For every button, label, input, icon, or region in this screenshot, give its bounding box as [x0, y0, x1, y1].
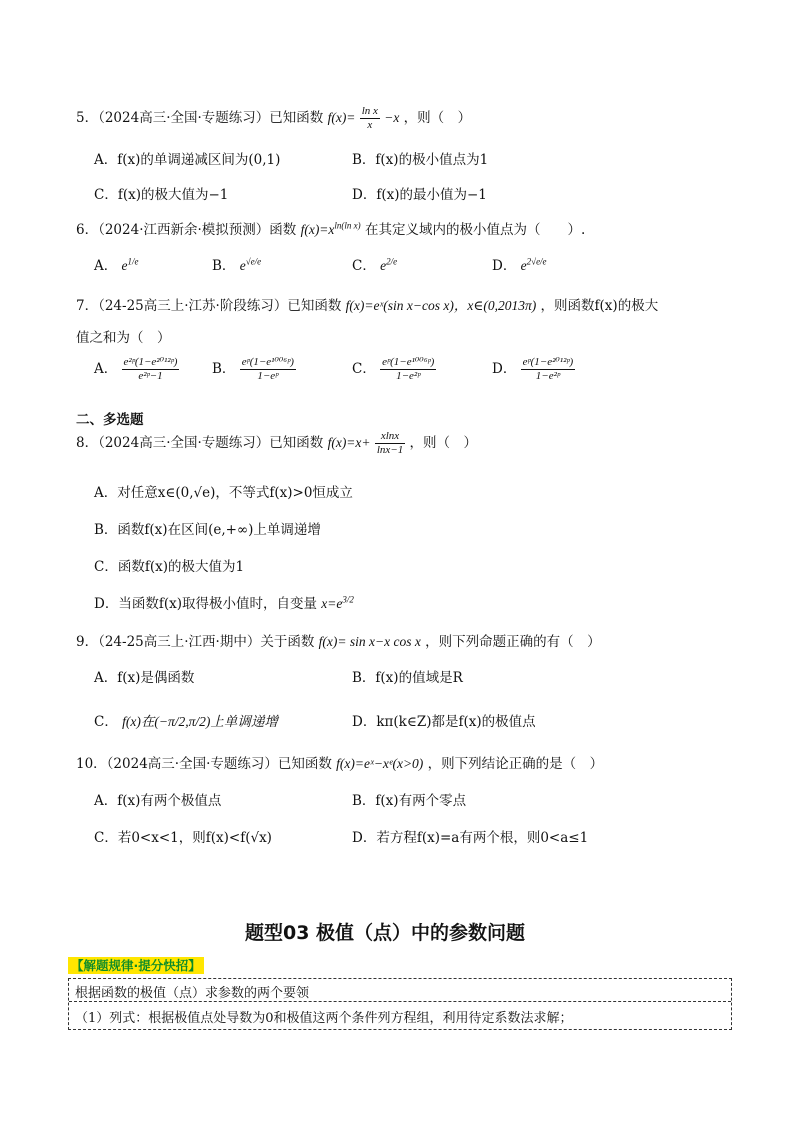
q6-d-exponent: 2√e/e: [526, 256, 547, 267]
tip-tag: 【解题规律·提分快招】: [68, 957, 204, 974]
q9-stem: [76, 630, 601, 650]
q9-option-d[interactable]: D．kπ(k∈Z)都是f(x)的极值点: [352, 714, 536, 730]
q6-b-base: e: [239, 258, 246, 273]
q9-stem-post: ，则下列命题正确的有（ ）: [425, 634, 601, 650]
q8-frac-den: lnx−1: [376, 444, 404, 456]
q7-b-num: eᵖ(1−e¹⁰⁰⁶ᵖ): [241, 356, 294, 368]
q8-stem-post: ，则（ ）: [409, 435, 477, 451]
q5-option-d[interactable]: D．f(x)的最小值为−1: [352, 187, 487, 203]
q7-stem-post: ，则函数f(x)的极大: [540, 298, 659, 314]
q7-b-den: 1−eᵖ: [257, 370, 279, 382]
q6-c-base: e: [380, 258, 387, 273]
q6-a-base: e: [121, 258, 128, 273]
q10-option-d[interactable]: D．若方程f(x)=a有两个根，则0<a≤1: [352, 830, 589, 846]
q10-option-a[interactable]: A．f(x)有两个极值点: [94, 793, 222, 809]
q8-stem-text: 8．（2024高三·全国·专题练习）已知函数: [76, 435, 324, 451]
q7-option-d[interactable]: [492, 356, 575, 383]
q8-stem: [76, 430, 477, 457]
topic-title: 题型03 极值（点）中的参数问题: [245, 922, 526, 944]
q10-option-c[interactable]: C．若0<x<1，则f(x)<f(√x): [94, 830, 272, 846]
tip-divider: [69, 1001, 731, 1002]
q6-option-c[interactable]: [352, 254, 397, 274]
tip-line-2: （1）列式：根据极值点处导数为0和极值这两个条件列方程组，利用待定系数法求解；: [75, 1011, 573, 1026]
q9-c-math: f(x)在(−π/2,π/2)上单调递增: [122, 714, 278, 729]
q6-b-exponent: √e/e: [245, 256, 262, 267]
q6-d-label: D．: [492, 258, 517, 274]
q5-option-b[interactable]: B．f(x)的极小值点为1: [352, 152, 489, 168]
tip-line-1: 根据函数的极值（点）求参数的两个要领: [75, 986, 310, 1001]
q7-stem: [76, 294, 658, 314]
q9-option-a[interactable]: A．f(x)是偶函数: [94, 670, 195, 686]
q5-function-tail: −x: [384, 110, 400, 125]
q6-option-d[interactable]: [492, 254, 547, 274]
q7-a-num: e²ᵖ(1−e²⁰¹²ᵖ): [123, 356, 178, 368]
q6-stem-post: 在其定义域内的极小值点为（ ）.: [364, 222, 586, 238]
q5-function: f(x)=: [327, 110, 356, 125]
q5-stem-post: ，则（ ）: [403, 110, 472, 126]
q8-option-d[interactable]: [94, 592, 354, 612]
q7-a-den: e²ᵖ−1: [138, 370, 163, 382]
q8-option-a[interactable]: A．对任意x∈(0,√e)，不等式f(x)>0恒成立: [94, 485, 353, 501]
q10-stem-text: 10．（2024高三·全国·专题练习）已知函数: [76, 756, 332, 772]
q5-stem: [76, 105, 471, 132]
q6-function-exponent: ln(ln x): [334, 220, 361, 231]
q8-d-text: D．当函数f(x)取得极小值时，自变量: [94, 596, 317, 612]
q5-frac-num: ln x: [361, 105, 378, 117]
q7-d-label: D．: [492, 361, 517, 377]
q7-c-label: C．: [352, 361, 376, 377]
q8-d-math: x=e: [321, 596, 343, 611]
q9-function: f(x)= sin x−x cos x: [318, 634, 421, 649]
q9-option-c[interactable]: [94, 710, 278, 730]
q7-c-num: eᵖ(1−e¹⁰⁰⁶ᵖ): [382, 356, 435, 368]
q6-stem-text: 6．（2024·江西新余·模拟预测）函数: [76, 222, 297, 238]
q5-stem-text: 5．（2024高三·全国·专题练习）已知函数: [76, 110, 324, 126]
q6-option-b[interactable]: [212, 254, 261, 274]
q6-d-base: e: [520, 258, 527, 273]
q8-frac-num: xlnx: [375, 430, 405, 444]
q5-fraction: [360, 105, 380, 132]
q7-option-b[interactable]: [212, 356, 296, 383]
q7-b-label: B．: [212, 361, 236, 377]
q6-option-a[interactable]: [94, 254, 139, 274]
q9-stem-text: 9．（24-25高三上·江西·期中）关于函数: [76, 634, 315, 650]
q6-b-label: B．: [212, 258, 236, 274]
q7-function: f(x)=eˣ(sin x−cos x)，x∈(0,2013π): [345, 298, 537, 313]
q8-option-b[interactable]: B．函数f(x)在区间(e,+∞)上单调递增: [94, 522, 321, 538]
q10-stem: [76, 752, 603, 772]
q7-a-fraction: [122, 356, 180, 383]
section-heading-multi-choice: 二、多选题: [76, 412, 144, 428]
q10-function: f(x)=eˣ−xᵉ(x>0): [336, 756, 424, 771]
q7-c-den: 1−e²ᵖ: [396, 370, 421, 382]
tip-tag-wrap: [68, 956, 204, 974]
q5-frac-den: x: [367, 119, 373, 131]
q8-fraction: [375, 430, 405, 457]
q9-c-label: C．: [94, 714, 118, 730]
q8-option-c[interactable]: C．函数f(x)的极大值为1: [94, 559, 245, 575]
q6-a-exponent: 1/e: [127, 256, 139, 267]
q7-c-fraction: [380, 356, 436, 383]
q6-stem: [76, 218, 585, 238]
q7-stem-line2: 值之和为（ ）: [76, 330, 171, 346]
q6-c-exponent: 2/e: [386, 256, 398, 267]
tip-box: [68, 978, 732, 1030]
q7-d-num: eᵖ(1−e²⁰¹²ᵖ): [522, 356, 574, 368]
q10-stem-post: ，则下列结论正确的是（ ）: [427, 756, 604, 772]
q8-d-exponent: 3/2: [342, 594, 354, 605]
q5-option-c[interactable]: C．f(x)的极大值为−1: [94, 187, 229, 203]
q7-d-fraction: [521, 356, 576, 383]
q7-d-den: 1−e²ᵖ: [535, 370, 560, 382]
q7-stem-text: 7．（24-25高三上·江苏·阶段练习）已知函数: [76, 298, 342, 314]
q6-a-label: A．: [94, 258, 118, 274]
q6-function: f(x)=x: [300, 222, 335, 237]
q7-option-c[interactable]: [352, 356, 436, 383]
q6-c-label: C．: [352, 258, 376, 274]
q7-option-a[interactable]: [94, 356, 179, 383]
q5-option-a[interactable]: A．f(x)的单调递减区间为(0,1): [94, 152, 281, 168]
q7-b-fraction: [240, 356, 296, 383]
q8-function: f(x)=x+: [327, 435, 371, 450]
q7-a-label: A．: [94, 361, 118, 377]
q10-option-b[interactable]: B．f(x)有两个零点: [352, 793, 467, 809]
q9-option-b[interactable]: B．f(x)的值域是R: [352, 670, 463, 686]
